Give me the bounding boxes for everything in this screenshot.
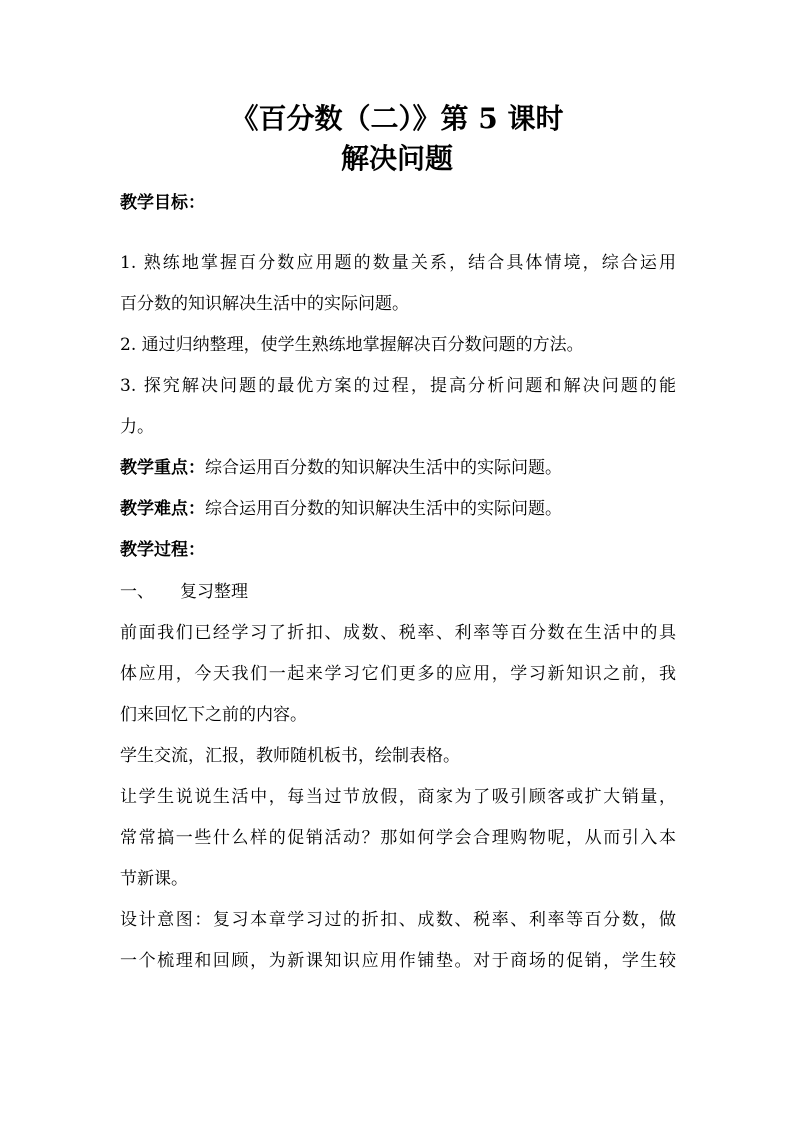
- paragraph-4-line-2: 一个梳理和回顾，为新课知识应用作铺垫。对于商场的促销，学生较: [120, 951, 676, 971]
- paragraph-1-line-2: 体应用，今天我们一起来学习它们更多的应用，学习新知识之前，我: [120, 664, 676, 684]
- paragraph-4-line-1: 设计意图：复习本章学习过的折扣、成数、税率、利率等百分数，做: [120, 910, 676, 930]
- section-1-heading: [120, 580, 248, 604]
- section-1-title: 复习整理: [180, 582, 248, 602]
- difficulty-label: 教学难点：: [120, 499, 205, 519]
- paragraph-2-line-1: 学生交流，汇报，教师随机板书，绘制表格。: [120, 746, 460, 766]
- difficulty: [120, 497, 562, 521]
- paragraph-3-line-1: 让学生说说生活中，每当过节放假，商家为了吸引顾客或扩大销量，: [120, 787, 676, 807]
- process-heading: 教学过程：: [120, 540, 205, 560]
- objectives-heading: 教学目标：: [120, 193, 205, 213]
- objective-1-line-1: 1. 熟练地掌握百分数应用题的数量关系，结合具体情境，综合运用: [120, 253, 676, 273]
- document-subtitle: 解决问题: [340, 142, 453, 175]
- key-point-text: 综合运用百分数的知识解决生活中的实际问题。: [205, 458, 562, 478]
- document-title: 《百分数（二）》第 5 课时: [230, 102, 564, 135]
- objective-3-line-1: 3. 探究解决问题的最优方案的过程，提高分析问题和解决问题的能: [120, 376, 676, 396]
- objective-1-line-2: 百分数的知识解决生活中的实际问题。: [120, 294, 409, 314]
- paragraph-3-line-2: 常常搞一些什么样的促销活动？那如何学会合理购物呢，从而引入本: [120, 828, 676, 848]
- objective-2-line-1: 2. 通过归纳整理，使学生熟练地掌握解决百分数问题的方法。: [120, 335, 584, 355]
- objective-3-line-2: 力。: [120, 417, 154, 437]
- paragraph-1-line-3: 们来回忆下之前的内容。: [120, 705, 307, 725]
- key-point: [120, 456, 562, 480]
- difficulty-text: 综合运用百分数的知识解决生活中的实际问题。: [205, 499, 562, 519]
- paragraph-1-line-1: 前面我们已经学习了折扣、成数、税率、利率等百分数在生活中的具: [120, 623, 676, 643]
- paragraph-3-line-3: 节新课。: [120, 869, 188, 889]
- section-1-number: 一、: [120, 582, 154, 602]
- key-point-label: 教学重点：: [120, 458, 205, 478]
